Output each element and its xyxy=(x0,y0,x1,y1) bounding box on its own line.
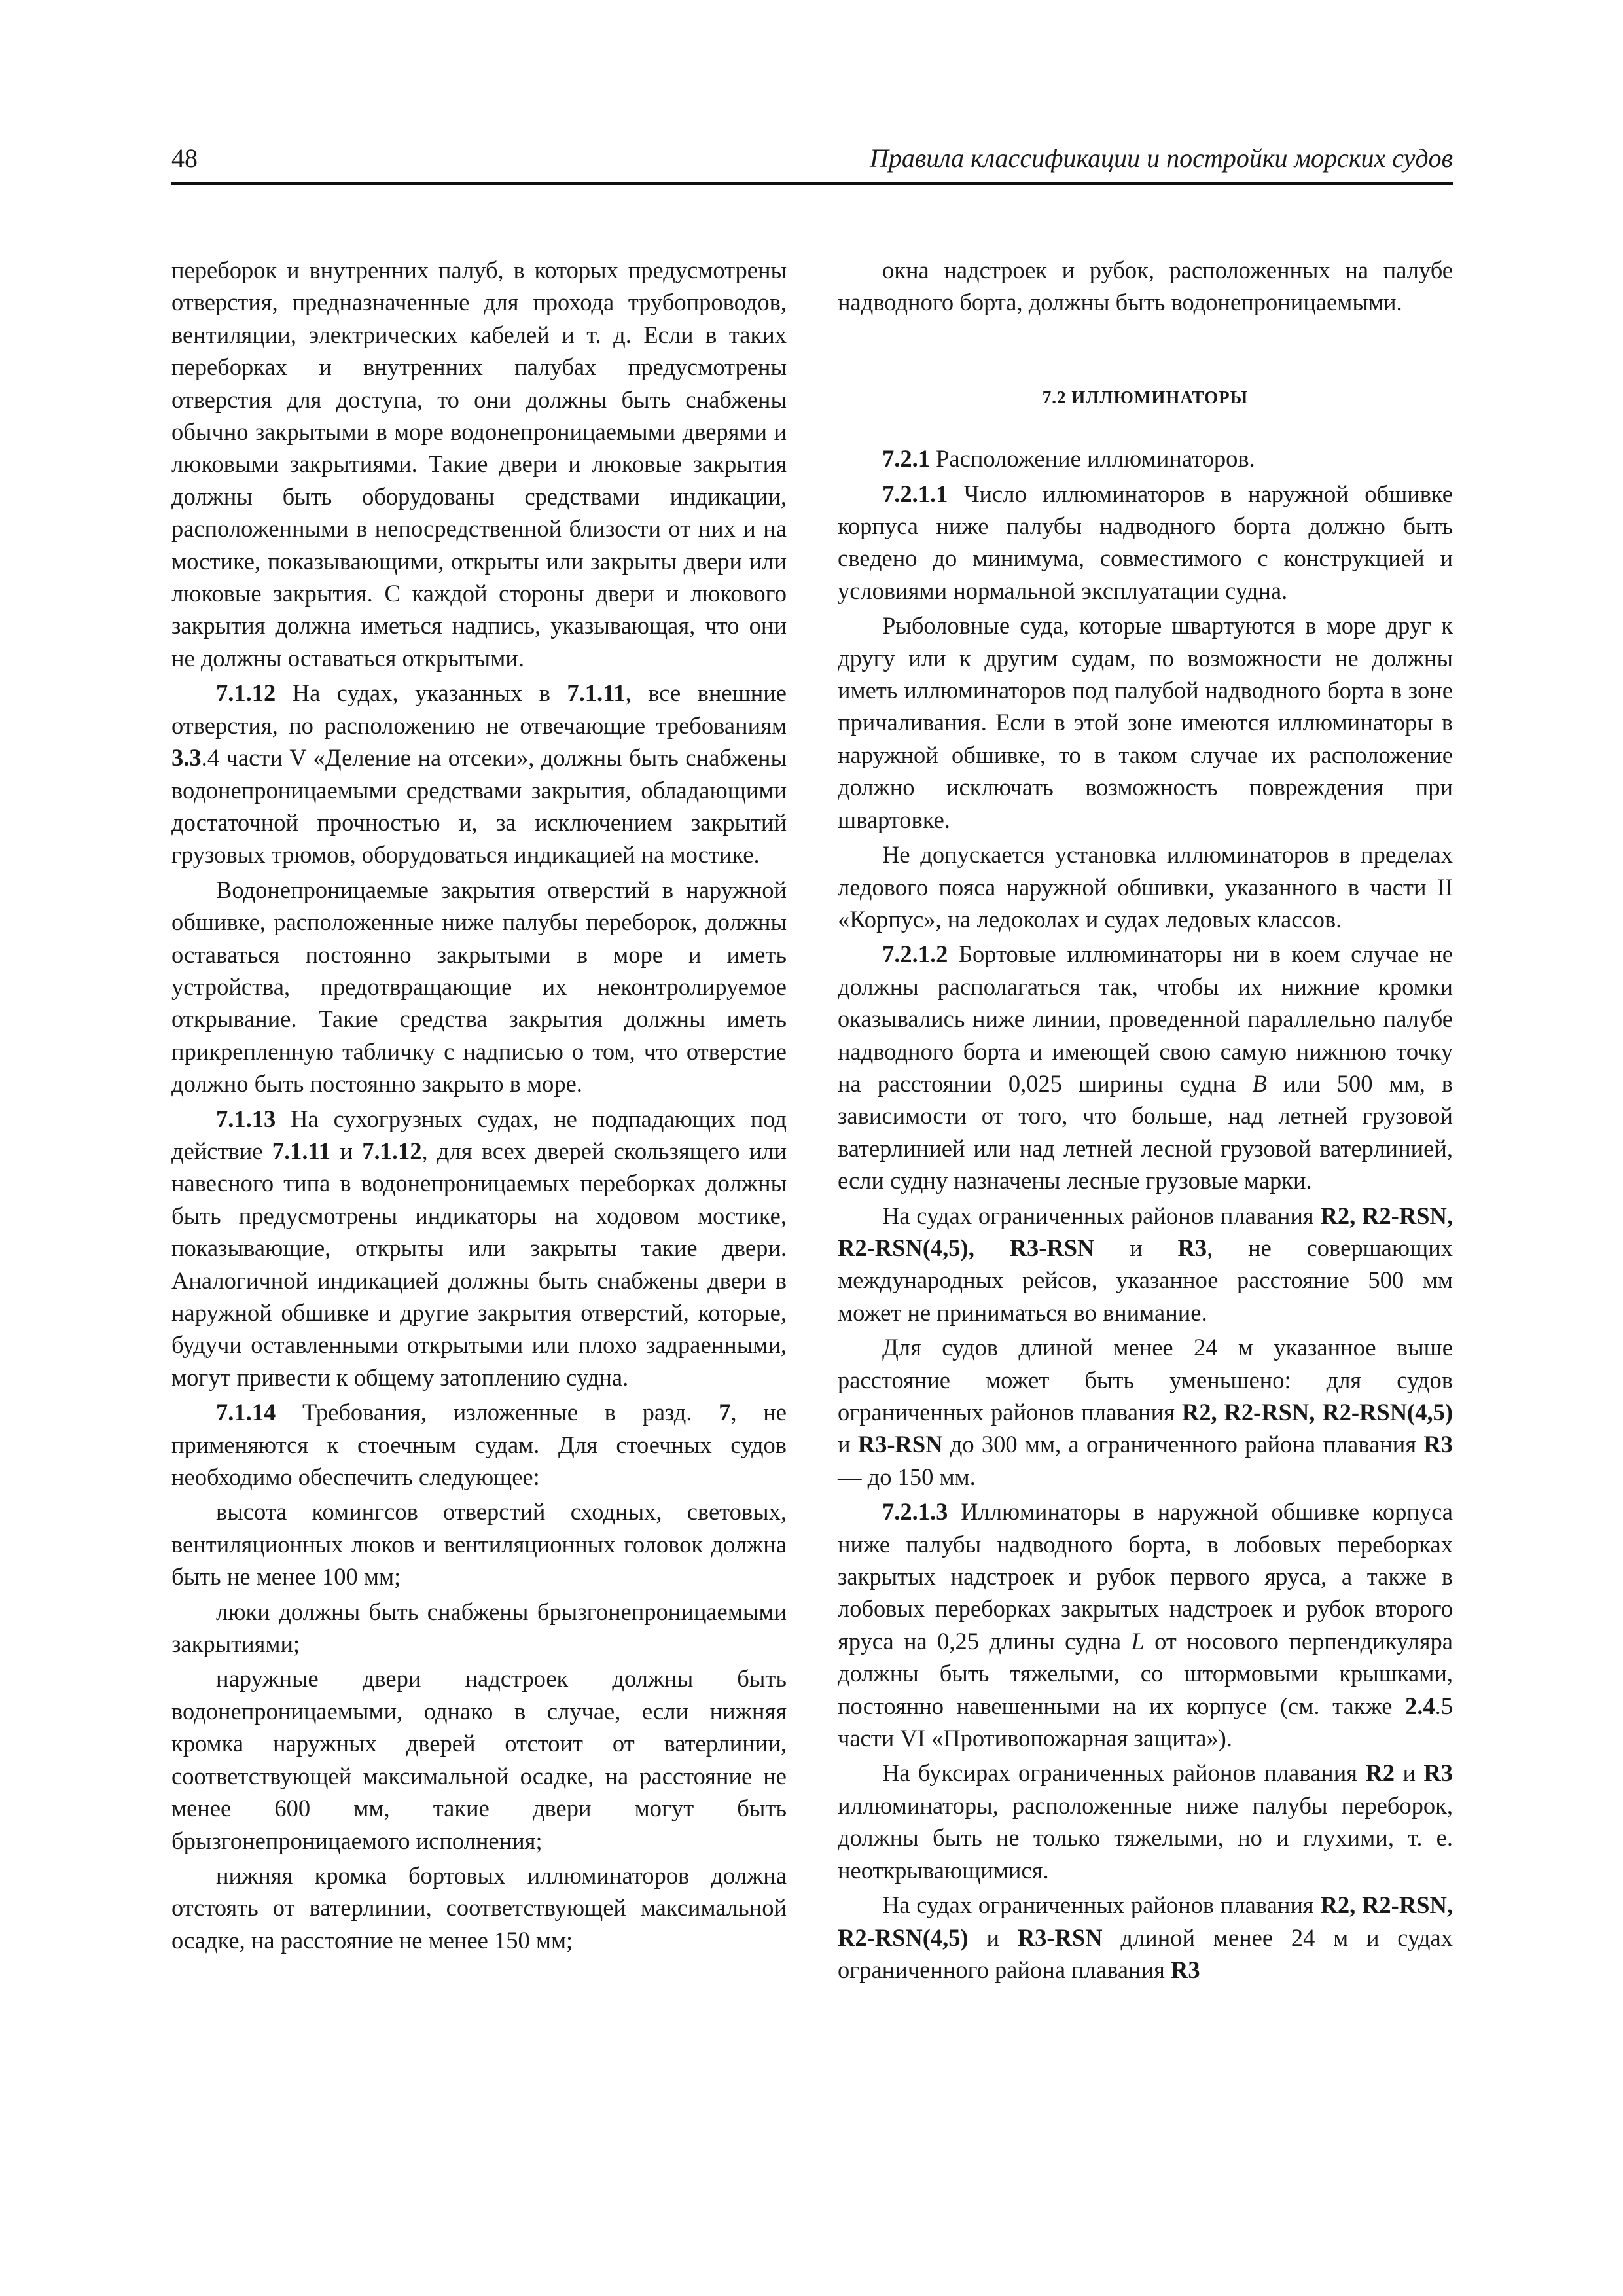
paragraph-7-2-1-2: 7.2.1.2 Бортовые иллюминаторы ни в коем случае не должны располагаться так, чтобы их нижние кромки оказывались ниже линии, проведенной параллельно палубе надводного борта и имеющей свою самую нижнюю точку на расстоянии 0,025 ширины судна B или 500 мм, в зависимости от того, что больше, над летней грузовой ватерлинией или над летней лесной грузовой ватерлинией, если судну назначены лесные грузовые марки. xyxy=(838,941,1454,1194)
paragraph-7-1-13: 7.1.13 На сухогрузных судах, не подпадающих под действие 7.1.11 и 7.1.12, для всех дверей скользящего или навесного типа в водонепроницаемых переборках должны быть предусмотрены индикаторы на ходовом мостике, показывающие, открыты или закрыты такие двери. Аналогичной индикацией должны быть снабжены двери в наружной обшивке и другие закрытия отверстий, которые, будучи оставленными открытыми или плохо задраенными, могут привести к общему затоплению судна. xyxy=(171,1105,787,1391)
cross-reference: 7.1.11 xyxy=(272,1137,330,1164)
list-item: окна надстроек и рубок, расположенных на палубе надводного борта, должны быть водонепроницаемыми. xyxy=(838,257,1453,316)
paragraph: На судах ограниченных районов плавания R2, R2-RSN, R2-RSN(4,5) и R3-RSN длиной менее 24 м и судах ограниченного района плавания R3 xyxy=(838,1892,1453,1983)
clause-number: 7.1.14 xyxy=(216,1399,276,1426)
running-title: Правила классификации и постройки морских судов xyxy=(869,143,1453,173)
paragraph: переборок и внутренних палуб, в которых предусмотрены отверстия, предназначенные для прохода трубопроводов, вентиляции, электрических кабелей и т. д. Если в таких переборках и внутренних палубах предусмотрены отверстия для доступа, то они должны быть снабжены обычно закрытыми в море водонепроницаемыми дверями и люковыми закрытиями. Такие двери и люковые закрытия должны быть оборудованы средствами индикации, расположенными в непосредственной близости от них и на мостике, показывающими, открыты или закрыты двери или люковые закрытия. С каждой стороны двери и люкового закрытия должна иметься надпись, указывающая, что они не должны оставаться открытыми. xyxy=(171,257,787,672)
paragraph: Рыболовные суда, которые швартуются в море друг к другу или к другим судам, по возможности не должны иметь иллюминаторов под палубой надводного борта в зоне причаливания. Если в этой зоне имеются иллюминаторы в наружной обшивке, то в таком случае их расположение должно исключать возможность повреждения при швартовке. xyxy=(838,612,1453,833)
page-header xyxy=(171,143,1453,185)
paragraph: Водонепроницаемые закрытия отверстий в наружной обшивке, расположенные ниже палубы переборок, должны оставаться постоянно закрытыми в море и иметь устройства, предотвращающие их неконтролируемое открывание. Такие средства закрытия должны иметь прикрепленную табличку с надписью о том, что отверстие должно быть постоянно закрыто в море. xyxy=(171,876,787,1098)
variable: B xyxy=(1252,1069,1267,1097)
page-number: 48 xyxy=(171,143,198,173)
paragraph-7-2-1-3: 7.2.1.3 Иллюминаторы в наружной обшивке корпуса ниже палубы надводного борта, в лобовых переборках закрытых надстроек и рубок первого яруса, а также в лобовых переборках закрытых надстроек и рубок второго яруса на 0,25 длины судна L от носового перпендикуляра должны быть тяжелыми, со штормовыми крышками, постоянно навешенными на их корпусе (см. также 2.4.5 части VI «Противопожарная защита»). xyxy=(838,1498,1453,1752)
clause-number: 7.1.13 xyxy=(216,1105,276,1132)
paragraph: Не допускается установка иллюминаторов в пределах ледового пояса наружной обшивки, указанного в части II «Корпус», на ледоколах и судах ледовых классов. xyxy=(838,841,1453,933)
cross-reference: 3.3 xyxy=(171,744,202,772)
section-heading: 7.2 ИЛЛЮМИНАТОРЫ xyxy=(1042,387,1249,407)
variable: L xyxy=(1131,1627,1145,1655)
clause-number: 7.1.12 xyxy=(216,679,276,707)
list-item: высота комингсов отверстий сходных, световых, вентиляционных люков и вентиляционных головок должна быть не менее 100 мм; xyxy=(171,1498,787,1590)
list-item: нижняя кромка бортовых иллюминаторов должна отстоять от ватерлинии, соответствующей максимальной осадке, на расстояние не менее 150 мм; xyxy=(171,1861,787,1954)
left-column xyxy=(171,254,787,1959)
paragraph-7-2-1-1: 7.2.1.1 Число иллюминаторов в наружной обшивке корпуса ниже палубы надводного борта должно быть сведено до минимума, совместимого с конструкцией и условиями нормальной эксплуатации судна. xyxy=(838,480,1453,604)
clause-number: 7.2.1.1 xyxy=(882,480,948,507)
paragraph: На буксирах ограниченных районов плавания R2 и R3 иллюминаторы, расположенные ниже палубы переборок, должны быть не только тяжелыми, но и глухими, т. е. неоткрывающимися. xyxy=(838,1759,1453,1884)
paragraph: Для судов длиной менее 24 м указанное выше расстояние может быть уменьшено: для судов ограниченных районов плавания R2, R2-RSN, R2-RSN(4,5) и R3-RSN до 300 мм, а ограниченного района плавания R3 — до 150 мм. xyxy=(838,1334,1453,1490)
cross-reference: 7.1.11 xyxy=(567,679,626,707)
clause-number: 7.2.1.3 xyxy=(882,1498,948,1526)
list-item: люки должны быть снабжены брызгонепроницаемыми закрытиями; xyxy=(171,1598,787,1658)
paragraph: На судах ограниченных районов плавания R2, R2-RSN, R2-RSN(4,5), R3-RSN и R3, не совершающих международных рейсов, указанное расстояние 500 мм может не приниматься во внимание. xyxy=(838,1202,1453,1326)
subsection-title: 7.2.1 Расположение иллюминаторов. xyxy=(882,445,1255,473)
cross-reference: 2.4 xyxy=(1405,1692,1435,1719)
list-item: наружные двери надстроек должны быть водонепроницаемыми, однако в случае, если нижняя кромка наружных дверей отстоит от ватерлинии, соответствующей максимальной осадке, на расстояние не менее 600 мм, такие двери могут быть брызгонепроницаемого исполнения; xyxy=(171,1665,787,1854)
clause-number: 7.2.1 xyxy=(882,445,930,473)
clause-number: 7.2.1.2 xyxy=(882,941,948,968)
cross-reference: 7.1.12 xyxy=(362,1137,422,1164)
right-column xyxy=(838,254,1453,1988)
paragraph-7-1-12: 7.1.12 На судах, указанных в 7.1.11, все внешние отверстия, по расположению не отвечающие требованиям 3.3.4 части V «Деление на отсеки», должны быть снабжены водонепроницаемыми средствами закрытия, обладающими достаточной прочностью и, за исключением закрытий грузовых трюмов, оборудоваться индикацией на мостике. xyxy=(171,679,787,869)
paragraph-7-1-14: 7.1.14 Требования, изложенные в разд. 7, не применяются к стоечным судам. Для стоечных судов необходимо обеспечить следующее: xyxy=(171,1399,787,1491)
cross-reference: 7 xyxy=(719,1399,731,1426)
